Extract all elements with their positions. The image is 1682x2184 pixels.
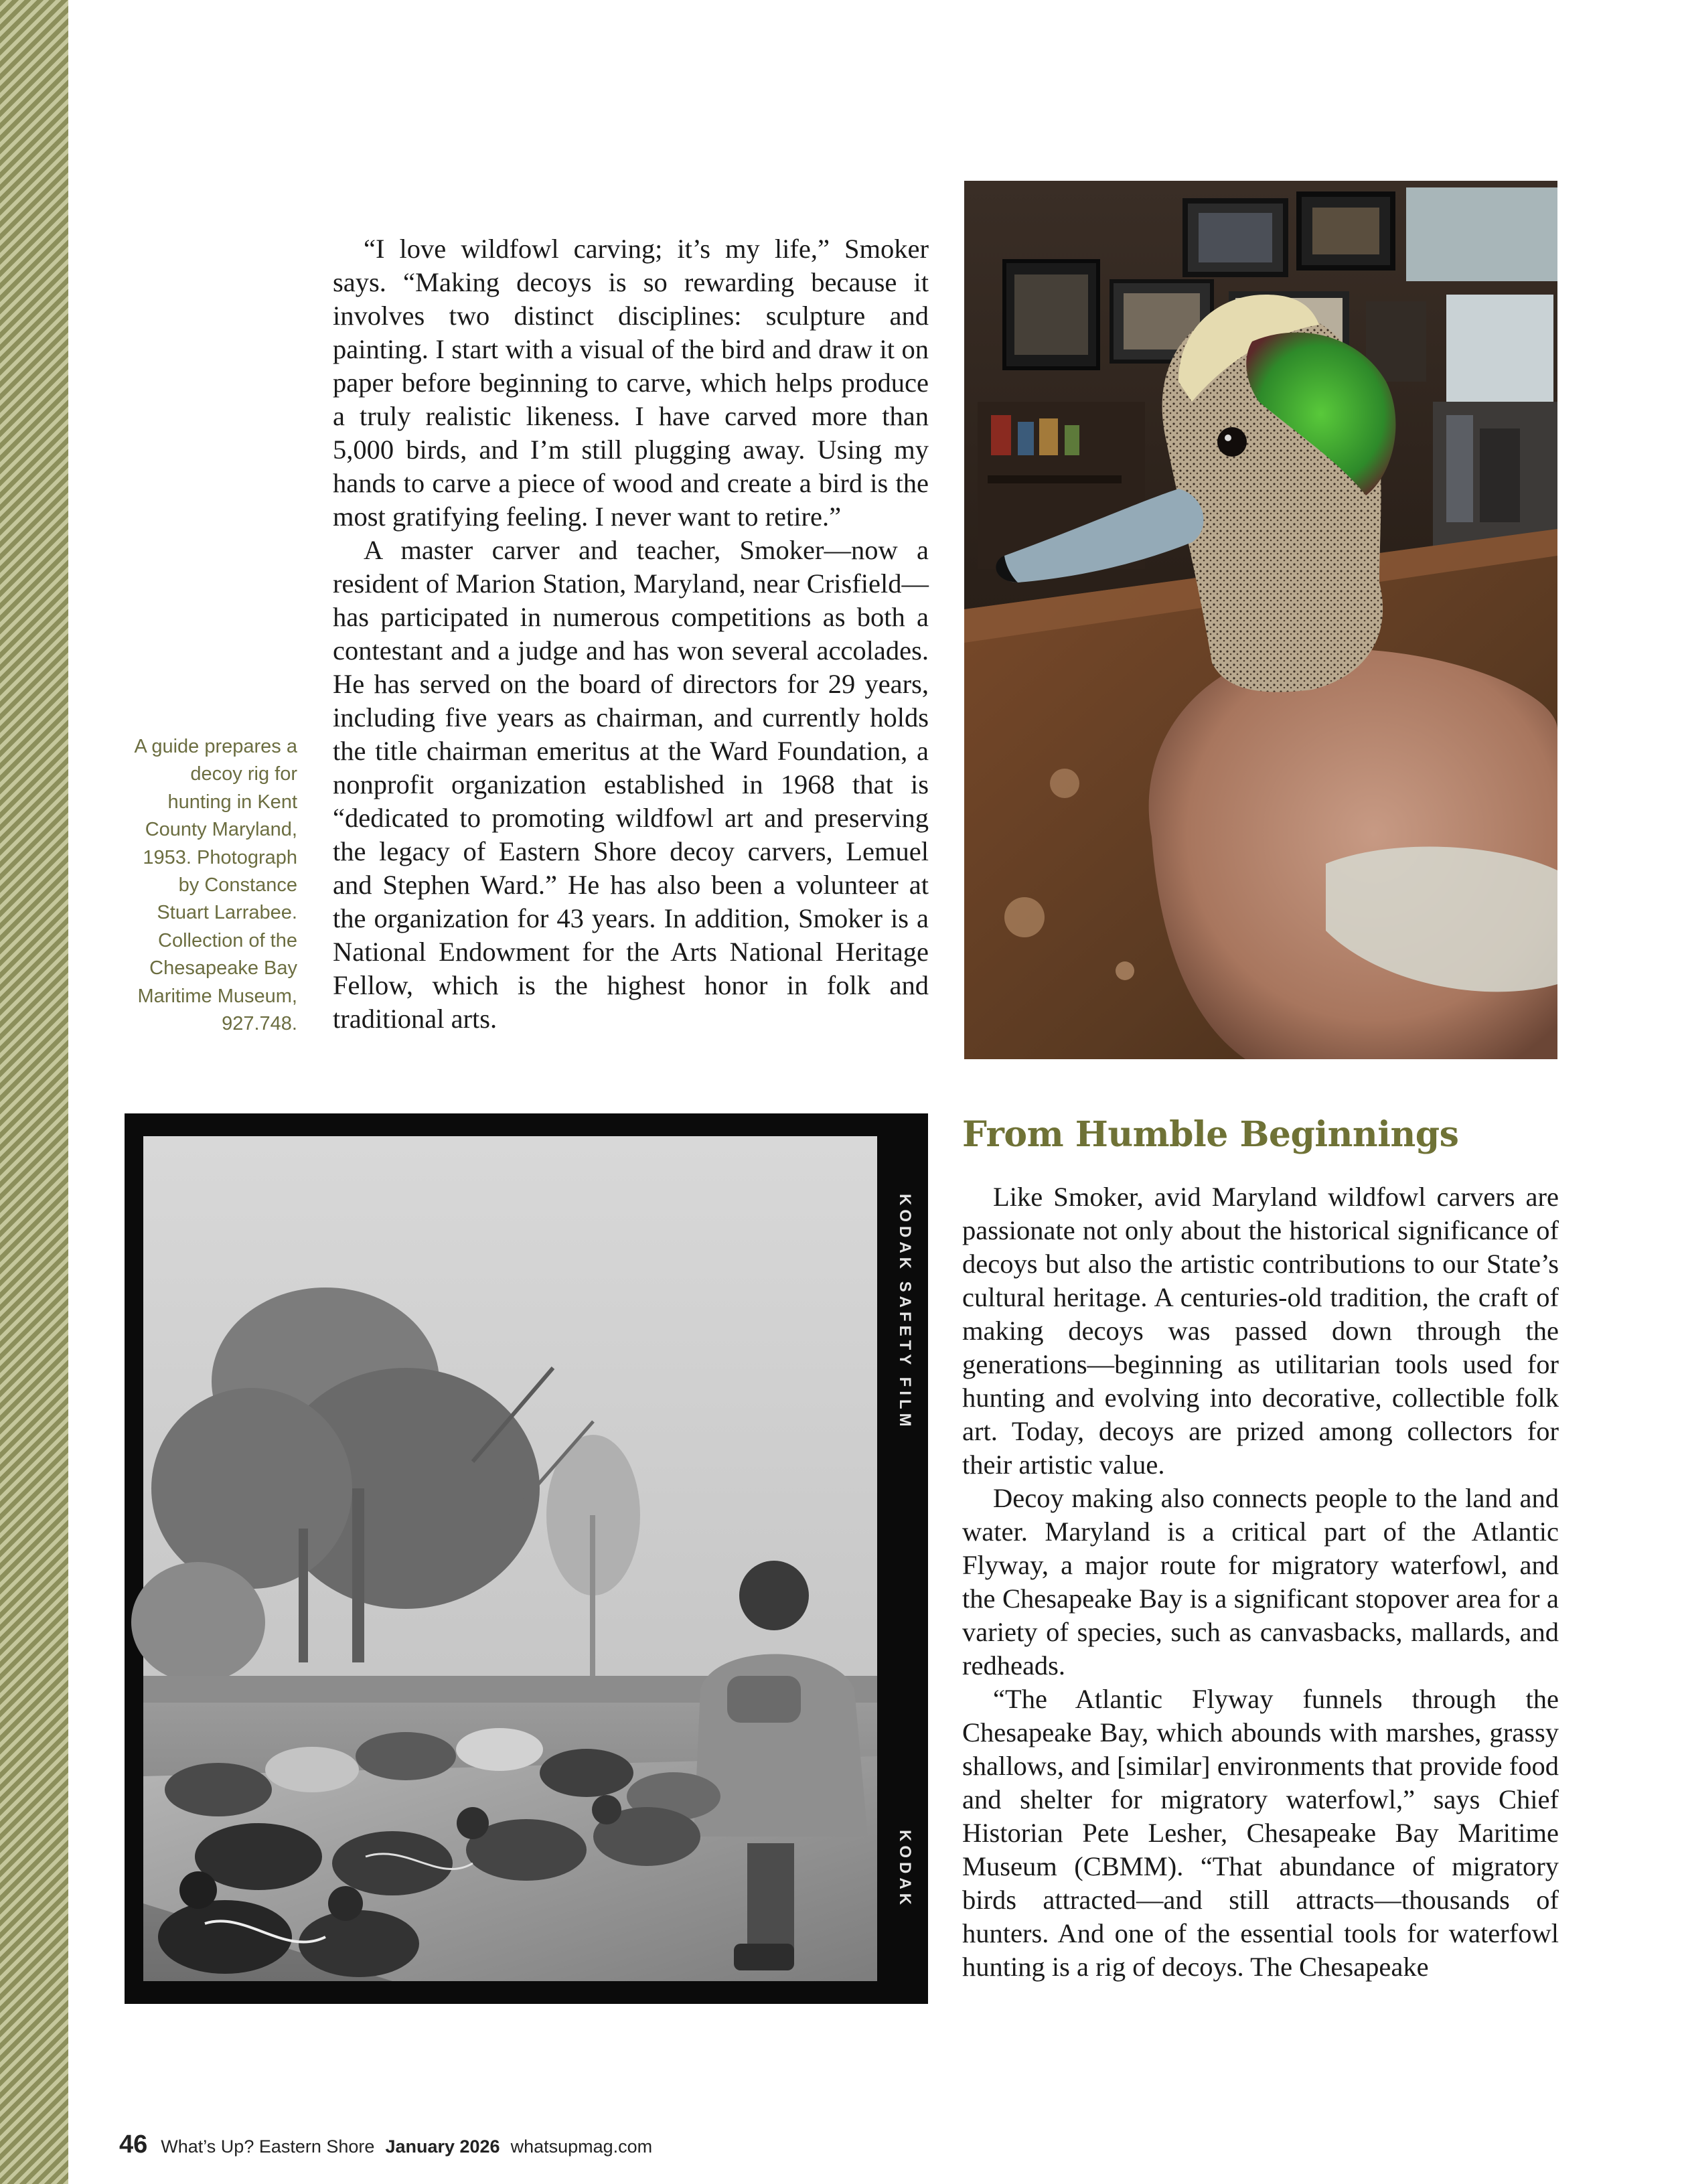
film-edge-top: KODAK SAFETY FILM <box>896 1194 914 1431</box>
section-paragraph-2: Decoy making also connects people to the land and water. Maryland is a critical part of the Atlantic Flyway, a major route for migratory waterfowl, and the Chesapeake Bay is a significant stopover area for a variety of species, such as canvasbacks, mallards, and redheads. <box>962 1483 1559 1681</box>
website-link[interactable]: whatsupmag.com <box>510 2136 653 2157</box>
issue-date: January 2026 <box>385 2136 500 2157</box>
photo-caption: A guide prepares a decoy rig for hunting in Kent County Maryland, 1953. Photograph by Constance Stuart Larrabee. Collection of the Chesapeake Bay Maritime Museum, 927.748. <box>134 736 297 1035</box>
section-paragraph-1: Like Smoker, avid Maryland wildfowl carvers are passionate not only about the historical significance of decoys but also the artistic contributions to our State’s cultural heritage. A centuries-old tradition, the craft of making decoys was passed down through the generations—beginning as utilitarian tools used for hunting and evolving into decorative, collectible folk art. Today, decoys are prized among collectors for their artistic value. <box>962 1182 1559 1480</box>
magazine-name: What’s Up? Eastern Shore <box>161 2136 375 2157</box>
intro-paragraph-quote: “I love wildfowl carving; it’s my life,” Smoker says. “Making decoys is so rewarding because it involves two distinct disciplines: sculpture and painting. I start with a visual of the bird and draw it on paper before beginning to carve, which helps produce a truly realistic likeness. I have carved more than 5,000 birds, and I’m still plugging away. Using my hands to carve a piece of wood and create a bird is the most gratifying feeling. I never want to retire.” <box>333 234 929 532</box>
archival-hunting-photo <box>125 1113 928 2004</box>
intro-text-column <box>333 232 929 1036</box>
intro-paragraph-bio: A master carver and teacher, Smoker—now a resident of Marion Station, Maryland, near Crisfield—has participated in numerous competitions as both a contestant and a judge and has won several accolades. He has served on the board of directors for 29 years, including five years as chairman, and currently holds the title chairman emeritus at the Ward Foundation, a nonprofit organization established in 1968 that is “dedicated to promoting wildfowl art and preserving the legacy of Eastern Shore decoy carvers, Lemuel and Stephen Ward.” He has also been a volunteer at the organization for 43 years. In addition, Smoker is a National Endowment for the Arts National Heritage Fellow, which is the highest honor in folk and traditional arts. <box>333 535 929 1034</box>
page-footer <box>119 2130 652 2159</box>
page-number: 46 <box>119 2130 148 2159</box>
decoy-duck-photo <box>964 181 1557 1059</box>
decorative-border-stripe <box>0 0 68 2184</box>
section-paragraph-3: “The Atlantic Flyway funnels through the Chesapeake Bay, which abounds with marshes, grassy shallows, and [similar] environments that provide food and shelter for migratory waterfowl,” says Chief Historian Pete Lesher, Chesapeake Bay Maritime Museum (CBMM). “That abundance of migratory birds attracted—and still attracts—thousands of hunters. And one of the essential tools for waterfowl hunting is a rig of decoys. The Chesapeake <box>962 1684 1559 1982</box>
film-edge-bottom: KODAK <box>896 1830 914 1909</box>
section-text-column <box>962 1180 1559 1984</box>
section-heading: From Humble Beginnings <box>962 1114 1459 1155</box>
